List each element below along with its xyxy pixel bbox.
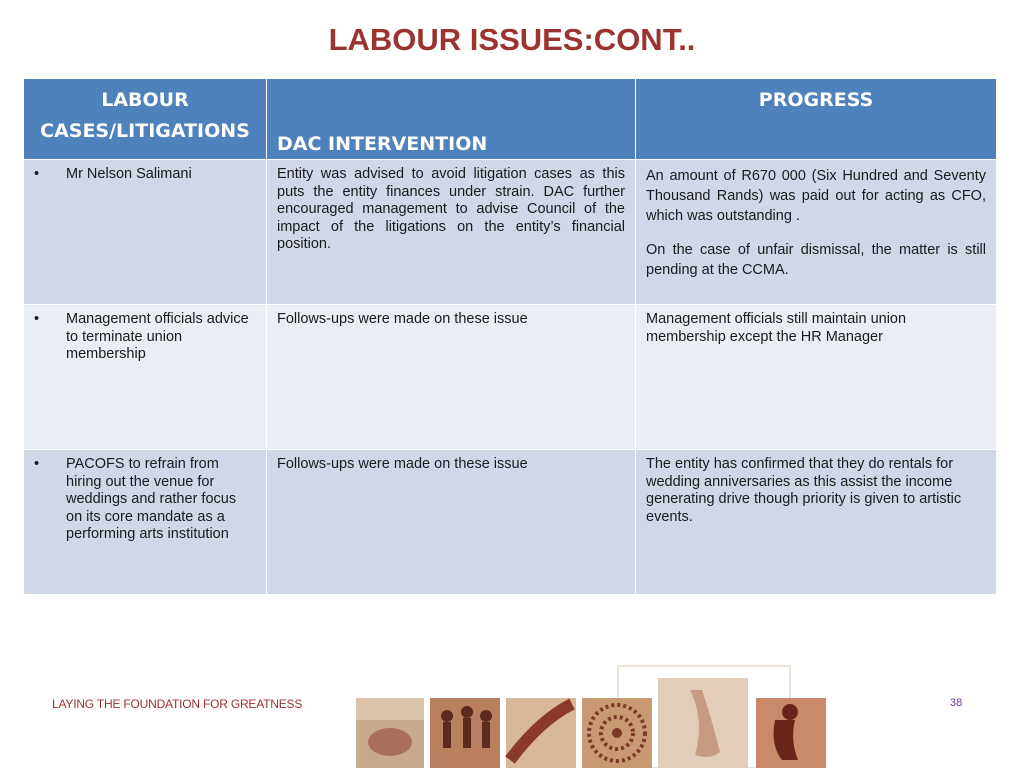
case-text: Mr Nelson Salimani <box>66 166 192 182</box>
bullet: • <box>34 311 40 327</box>
header-dac-intervention: DAC INTERVENTION <box>267 79 636 160</box>
header-labour-cases-line1: LABOUR <box>101 89 189 111</box>
case-cell <box>24 305 267 450</box>
table-header-row <box>24 79 997 160</box>
progress-cell <box>636 160 997 305</box>
case-cell <box>24 450 267 595</box>
reading-hands-image <box>356 698 424 768</box>
labour-issues-table <box>23 78 997 595</box>
table-row <box>24 450 997 595</box>
mosaic-pattern-image <box>582 698 652 768</box>
slide-title: LABOUR ISSUES:CONT.. <box>328 22 696 57</box>
progress-text: On the case of unfair dismissal, the matter is still pending at the CCMA. <box>646 242 986 278</box>
header-labour-cases-line2: CASES/LITIGATIONS <box>40 120 250 142</box>
case-text: Management officials advice to terminate union membership <box>66 311 249 362</box>
progress-cell <box>636 305 997 450</box>
progress-text: Management officials still maintain union membership except the HR Manager <box>646 311 907 345</box>
case-text: PACOFS to refrain from hiring out the venue for weddings and rather focus on its core mandate as a performing arts institution <box>66 456 237 542</box>
intervention-cell: Follows-ups were made on these issue <box>267 305 636 450</box>
table-row <box>24 305 997 450</box>
header-labour-cases <box>24 79 267 160</box>
bullet: • <box>34 166 40 182</box>
header-progress: PROGRESS <box>636 79 997 160</box>
children-silhouette-image <box>430 698 500 768</box>
film-strip-image <box>506 698 576 768</box>
intervention-cell: Follows-ups were made on these issue <box>267 450 636 595</box>
bullet: • <box>34 456 40 472</box>
progress-text: The entity has confirmed that they do rentals for wedding anniversaries as this assist the income generating drive though priority is given to artistic events. <box>646 456 962 525</box>
intervention-cell: Entity was advised to avoid litigation cases as this puts the entity finances under strain. DAC further encouraged management to advise Council of the impact of the litigations on the entity’s financial position. <box>267 160 636 305</box>
progress-text: An amount of R670 000 (Six Hundred and Seventy Thousand Rands) was paid out for acting as CFO, which was outstanding . <box>646 168 986 224</box>
footer-image-strip <box>350 660 830 768</box>
progress-cell <box>636 450 997 595</box>
saxophone-player-image <box>756 698 826 768</box>
table-row <box>24 160 997 305</box>
ballet-shoe-image <box>658 678 748 768</box>
page-number: 38 <box>950 697 963 709</box>
footer-tagline: LAYING THE FOUNDATION FOR GREATNESS <box>52 697 303 711</box>
case-cell <box>24 160 267 305</box>
